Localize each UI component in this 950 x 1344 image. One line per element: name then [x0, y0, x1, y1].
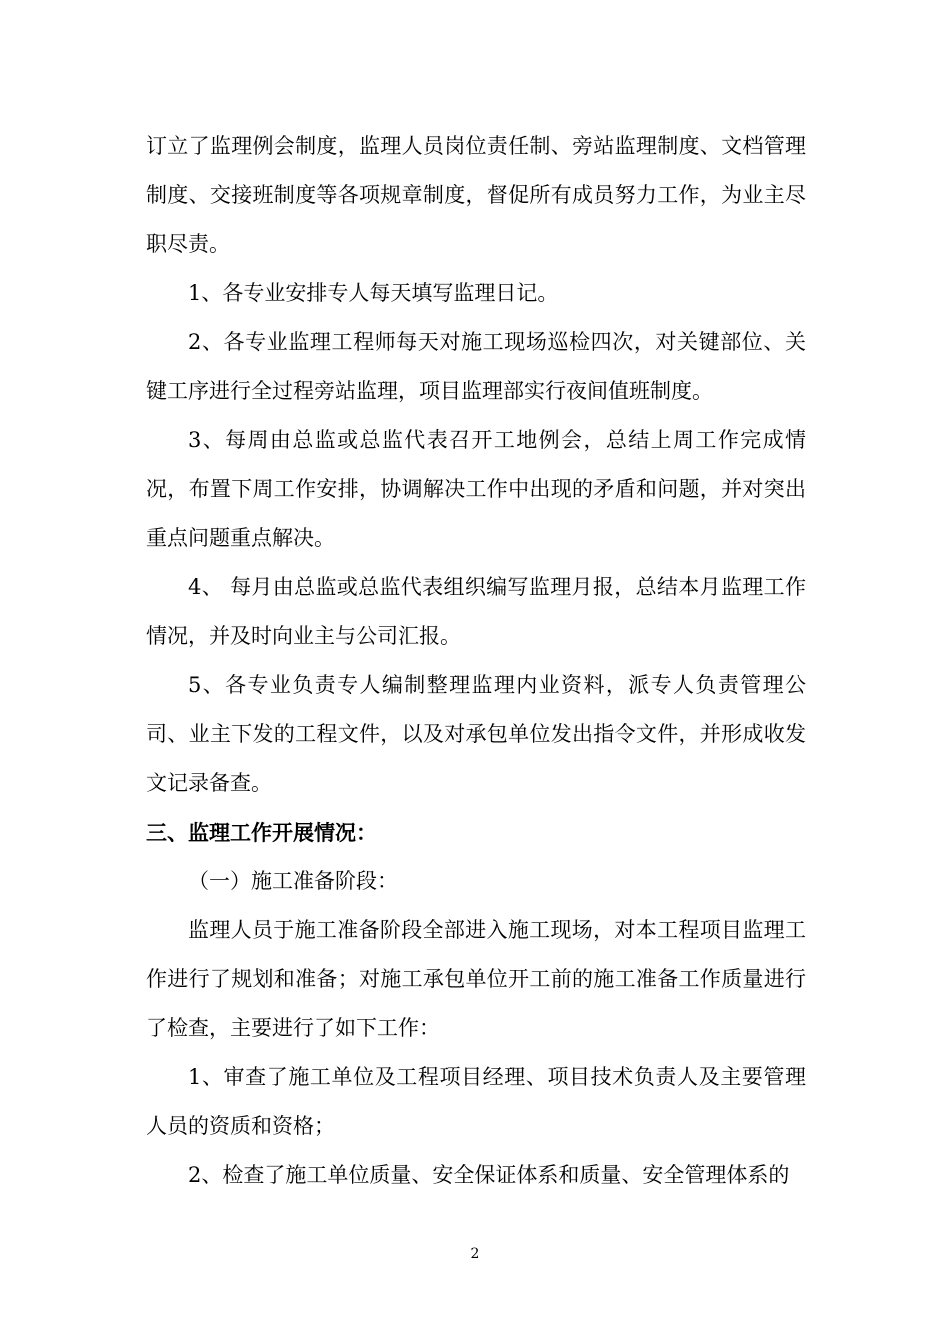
document-body — [146, 122, 806, 1200]
paragraph-prep-item-2: 2、检查了施工单位质量、安全保证体系和质量、安全管理体系的 — [188, 1163, 790, 1187]
paragraph-item-2: 2、各专业监理工程师每天对施工现场巡检四次，对关键部位、关键工序进行全过程旁站监理，项目监理部实行夜间值班制度。 — [146, 330, 806, 403]
paragraph-prep-item-1: 1、审查了施工单位及工程项目经理、项目技术负责人及主要管理人员的资质和资格； — [146, 1065, 806, 1138]
paragraph-preparation: 监理人员于施工准备阶段全部进入施工现场，对本工程项目监理工作进行了规划和准备；对施工承包单位开工前的施工准备工作质量进行了检查，主要进行了如下工作： — [146, 918, 806, 1040]
paragraph-regulations: 订立了监理例会制度，监理人员岗位责任制、旁站监理制度、文档管理制度、交接班制度等各项规章制度，督促所有成员努力工作，为业主尽职尽责。 — [146, 134, 806, 256]
paragraph-item-4: 4、 每月由总监或总监代表组织编写监理月报，总结本月监理工作情况，并及时向业主与公司汇报。 — [146, 575, 806, 648]
page-number: 2 — [470, 1246, 480, 1262]
paragraph-item-3: 3、每周由总监或总监代表召开工地例会，总结上周工作完成情况，布置下周工作安排，协调解决工作中出现的矛盾和问题，并对突出重点问题重点解决。 — [146, 428, 806, 550]
paragraph-item-5: 5、各专业负责专人编制整理监理内业资料，派专人负责管理公司、业主下发的工程文件，以及对承包单位发出指令文件，并形成收发文记录备查。 — [146, 673, 806, 795]
paragraph-item-1: 1、各专业安排专人每天填写监理日记。 — [188, 281, 559, 305]
section-heading: 三、监理工作开展情况： — [146, 820, 377, 845]
subsection-heading: （一）施工准备阶段： — [188, 869, 398, 893]
